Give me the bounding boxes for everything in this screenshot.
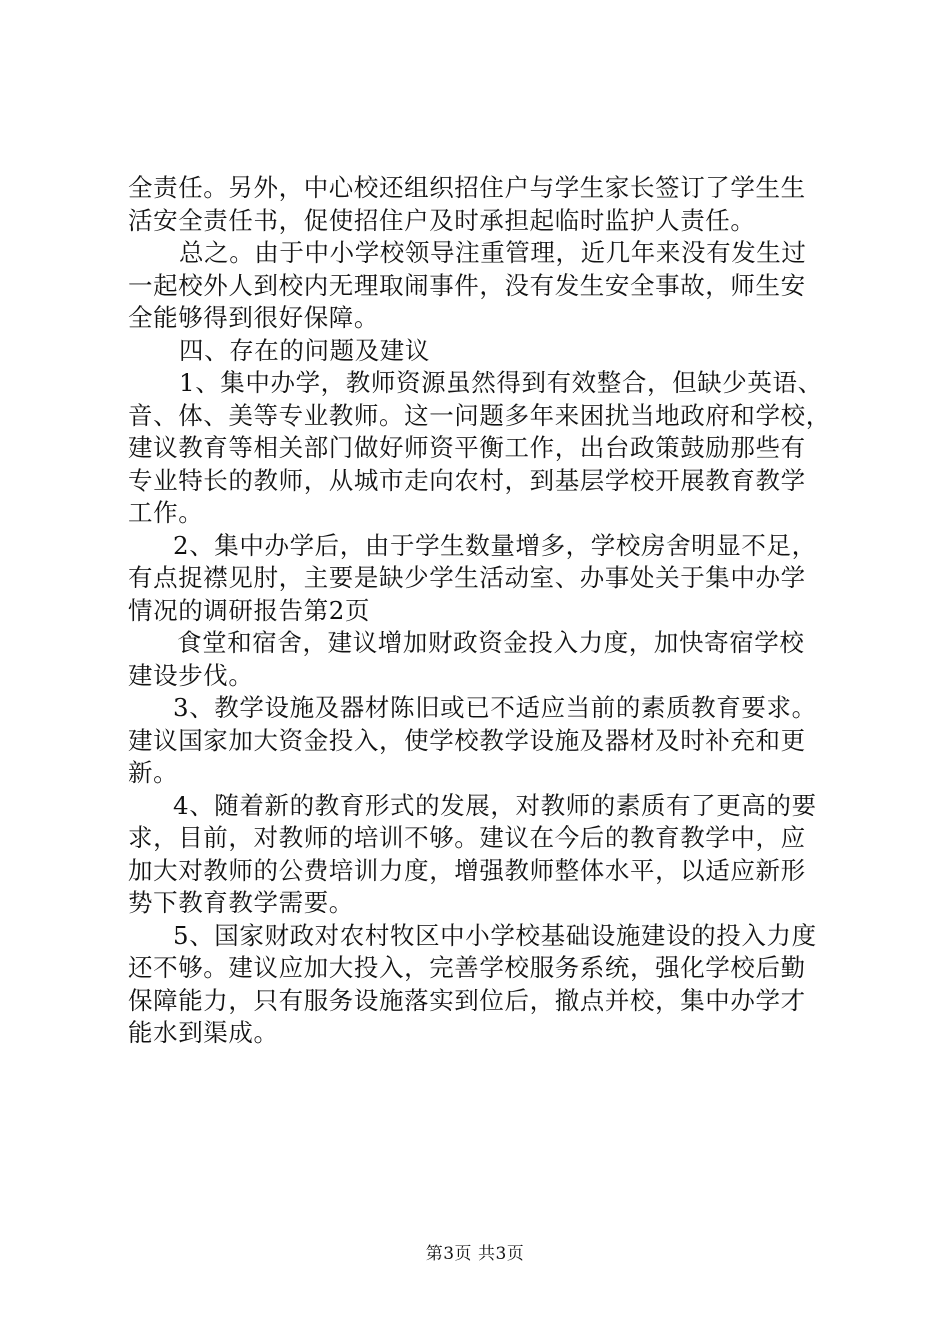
text-line: 新。 bbox=[128, 758, 179, 787]
text-line: 建设步伐。 bbox=[128, 660, 254, 690]
paragraph-start: 食堂和宿舍，建议增加财政资金投入力度，加快寄宿学校 bbox=[177, 628, 805, 657]
paragraph-start: 5、国家财政对农村牧区中小学校基础设施建设的投入力度 bbox=[173, 920, 817, 950]
text-line: 音、体、美等专业教师。这一问题多年来困扰当地政府和学校， bbox=[128, 400, 831, 430]
text-line: 还不够。建议应加大投入，完善学校服务系统，强化学校后勤 bbox=[128, 953, 806, 982]
text-line: 一起校外人到校内无理取闹事件，没有发生安全事故，师生安 bbox=[128, 270, 806, 300]
text-line: 求，目前，对教师的培训不够。建议在今后的教育教学中，应 bbox=[128, 823, 806, 852]
text-line: 工作。 bbox=[128, 498, 204, 527]
text-line: 专业特长的教师，从城市走向农村，到基层学校开展教育教学 bbox=[128, 465, 806, 495]
text-line: 能水到渠成。 bbox=[128, 1018, 279, 1047]
page-footer: 第3页 共3页 bbox=[425, 1244, 525, 1264]
paragraph-start: 1、集中办学，教师资源虽然得到有效整合，但缺少英语、 bbox=[179, 368, 823, 397]
text-line: 保障能力，只有服务设施落实到位后，撤点并校，集中办学才 bbox=[128, 985, 806, 1015]
paragraph-start: 3、教学设施及器材陈旧或已不适应当前的素质教育要求。 bbox=[173, 693, 817, 722]
text-line: 有点捉襟见肘，主要是缺少学生活动室、办事处关于集中办学 bbox=[128, 563, 806, 592]
text-line: 情况的调研报告第2页 bbox=[128, 595, 371, 625]
text-line: 建议国家加大资金投入，使学校教学设施及器材及时补充和更 bbox=[128, 725, 806, 755]
text-line: 建议教育等相关部门做好师资平衡工作，出台政策鼓励那些有 bbox=[128, 433, 806, 462]
text-line: 全责任。另外，中心校还组织招住户与学生家长签订了学生生 bbox=[128, 173, 806, 202]
text-line: 活安全责任书，促使招住户及时承担起临时监护人责任。 bbox=[128, 205, 756, 235]
text-line: 全能够得到很好保障。 bbox=[128, 303, 379, 332]
text-line: 加大对教师的公费培训力度，增强教师整体水平，以适应新形 bbox=[128, 855, 806, 885]
section-heading: 四、存在的问题及建议 bbox=[179, 335, 430, 365]
paragraph-start: 总之。由于中小学校领导注重管理，近几年来没有发生过 bbox=[179, 238, 807, 267]
paragraph-start: 4、随着新的教育形式的发展，对教师的素质有了更高的要 bbox=[173, 790, 817, 820]
text-line: 势下教育教学需要。 bbox=[128, 888, 354, 917]
document-body bbox=[128, 172, 832, 1050]
paragraph-start: 2、集中办学后，由于学生数量增多，学校房舍明显不足， bbox=[173, 530, 817, 560]
